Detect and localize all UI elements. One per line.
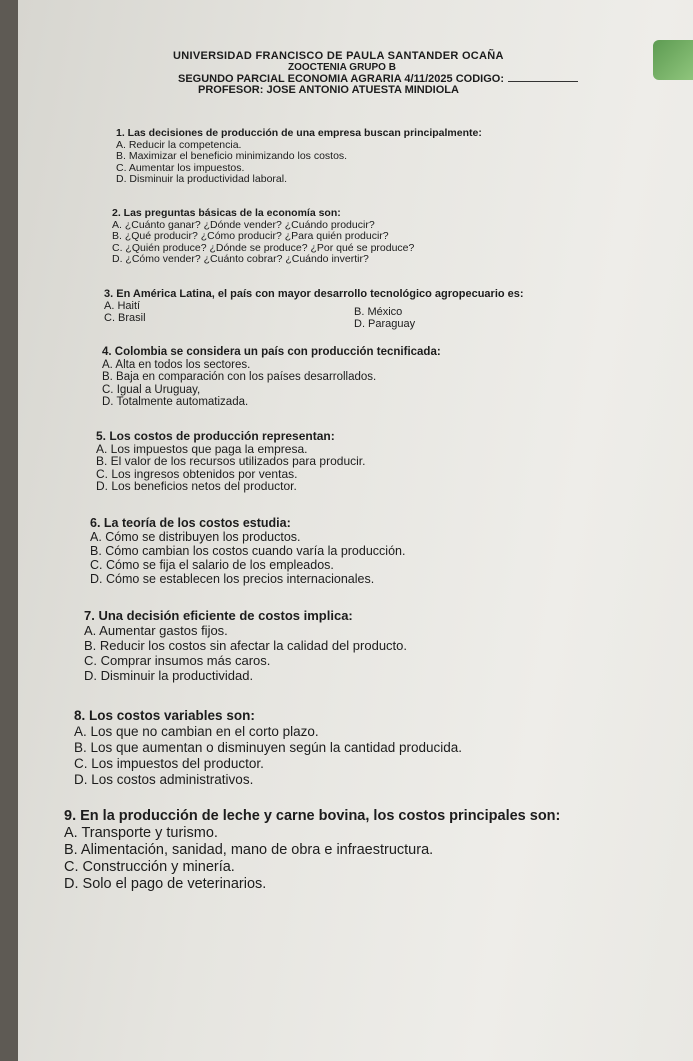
answer-option: B. Reducir los costos sin afectar la calidad del producto.	[84, 638, 408, 653]
code-blank	[508, 81, 578, 82]
answer-option: A. Los impuestos que paga la empresa.	[96, 441, 308, 456]
question-stem: 6. La teoría de los costos estudia:	[90, 516, 291, 530]
question-stem: 1. Las decisiones de producción de una empresa buscan principalmente:	[116, 127, 482, 139]
answer-option: A. Alta en todos los sectores.	[102, 358, 251, 371]
answer-option: B. El valor de los recursos utilizados para producir.	[96, 454, 366, 468]
answer-option: B. ¿Qué producir? ¿Cómo producir? ¿Para quién producir?	[112, 230, 389, 242]
answer-option: B. México	[354, 306, 403, 318]
answer-option: D. Solo el pago de veterinarios.	[64, 876, 267, 892]
answer-option: B. Maximizar el beneficio minimizando los costos.	[116, 150, 348, 162]
question-stem: 3. En América Latina, el país con mayor desarrollo tecnológico agropecuario es:	[104, 288, 524, 300]
answer-option: C. ¿Quién produce? ¿Dónde se produce? ¿Por qué se produce?	[112, 241, 415, 254]
answer-option: C. Los ingresos obtenidos por ventas.	[96, 466, 298, 481]
answer-option: B. Baja en comparación con los países desarrollados.	[102, 371, 377, 383]
answer-option: C. Comprar insumos más caros.	[84, 653, 271, 668]
question-3	[104, 288, 524, 328]
answer-option: C. Los impuestos del productor.	[74, 756, 264, 771]
answer-option: C. Igual a Uruguay,	[102, 383, 201, 396]
question-6	[90, 516, 405, 586]
question-8	[74, 708, 462, 788]
answer-option: B. Los que aumentan o disminuyen según la cantidad producida.	[74, 740, 463, 755]
question-stem: 2. Las preguntas básicas de la economía son:	[112, 207, 341, 219]
professor-name: PROFESOR: JOSE ANTONIO ATUESTA MINDIOLA	[198, 84, 459, 96]
answer-option: C. Aumentar los impuestos.	[116, 161, 245, 174]
answer-option: D. Cómo se establecen los precios internacionales.	[90, 572, 375, 586]
answer-option: D. Los costos administrativos.	[74, 772, 254, 787]
answer-option: A. ¿Cuánto ganar? ¿Dónde vender? ¿Cuándo producir?	[112, 218, 375, 231]
answer-option: D. Disminuir la productividad laboral.	[116, 173, 287, 185]
answer-option: D. ¿Cómo vender? ¿Cuánto cobrar? ¿Cuándo invertir?	[112, 253, 369, 265]
answer-option: B. Alimentación, sanidad, mano de obra e infraestructura.	[64, 842, 434, 858]
answer-option: A. Aumentar gastos fijos.	[84, 623, 228, 638]
answer-option: A. Cómo se distribuyen los productos.	[90, 530, 301, 544]
question-stem: 8. Los costos variables son:	[74, 708, 255, 723]
answer-option: D. Paraguay	[354, 318, 416, 330]
answer-option: C. Construcción y minería.	[64, 859, 235, 875]
question-stem: 7. Una decisión eficiente de costos implica:	[84, 608, 353, 623]
answer-option: C. Cómo se fija el salario de los empleados.	[90, 558, 334, 572]
exam-sheet	[18, 0, 693, 1061]
answer-option: D. Totalmente automatizada.	[102, 396, 249, 408]
question-7	[84, 608, 407, 683]
question-9	[64, 808, 560, 893]
question-stem: 4. Colombia se considera un país con producción tecnificada:	[102, 346, 441, 358]
answer-option: D. Los beneficios netos del productor.	[96, 479, 297, 493]
program-name: ZOOCTENIA GRUPO B	[288, 62, 396, 73]
answer-option: D. Disminuir la productividad.	[84, 668, 254, 683]
answer-option: A. Los que no cambian en el corto plazo.	[74, 724, 319, 739]
question-stem: 5. Los costos de producción representan:	[96, 429, 335, 443]
answer-option: A. Reducir la competencia.	[116, 138, 242, 151]
university-name: UNIVERSIDAD FRANCISCO DE PAULA SANTANDER OCAÑA	[173, 50, 504, 62]
answer-option: B. Cómo cambian los costos cuando varía la producción.	[90, 544, 406, 558]
answer-option: C. Brasil	[104, 312, 146, 324]
options-grid	[104, 300, 524, 328]
question-1	[116, 128, 482, 186]
question-stem: 9. En la producción de leche y carne bovina, los costos principales son:	[64, 808, 561, 824]
question-4	[102, 346, 441, 409]
question-2	[112, 208, 414, 266]
answer-option: A. Transporte y turismo.	[64, 825, 218, 841]
exam-title: SEGUNDO PARCIAL ECONOMIA AGRARIA 4/11/2025 CODIGO:	[178, 73, 693, 85]
exam-header	[18, 50, 693, 96]
answer-option: A. Haití	[104, 300, 141, 312]
question-5	[96, 430, 365, 493]
